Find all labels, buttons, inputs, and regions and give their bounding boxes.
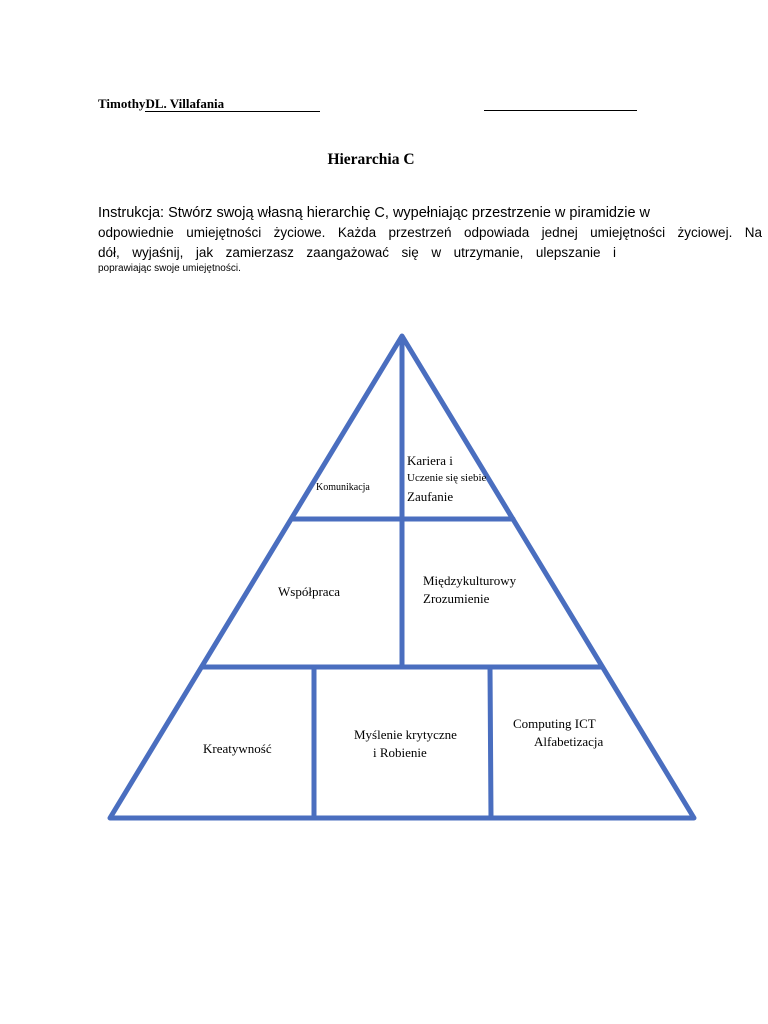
label-myslenie: Myślenie krytyczne [354, 727, 457, 742]
label-uczenie: Uczenie się siebie [407, 472, 487, 484]
label-wspolpraca: Współpraca [278, 584, 341, 599]
label-zaufanie: Zaufanie [407, 489, 454, 504]
label-zrozumienie: Zrozumienie [423, 591, 490, 606]
author-last-name: DL. Villafania [145, 97, 320, 112]
author-first-name: Timothy [98, 96, 146, 111]
instructions-line-1: Instrukcja: Stwórz swoją własną hierarchię C, wypełniając przestrzenie w piramidzie w [98, 205, 651, 221]
instructions-line-4: poprawiając swoje umiejętności. [98, 263, 241, 274]
label-alfabetizacja: Alfabetizacja [534, 734, 604, 749]
document-title-text: Hierarchia C [327, 151, 415, 168]
instructions-line-3: dół, wyjaśnij, jak zamierzasz zaangażować się w utrzymanie, ulepszanie i [98, 245, 616, 260]
pyramid-divider-vertical-bottom-right [490, 667, 491, 818]
label-kariera: Kariera i [407, 453, 453, 468]
label-komunikacja: Komunikacja [316, 482, 370, 493]
label-kreatywnosc: Kreatywność [203, 741, 272, 756]
label-computing: Computing ICT [513, 716, 596, 731]
label-miedzykulturowy: Międzykulturowy [423, 573, 517, 588]
label-robienie: i Robienie [373, 745, 427, 760]
instructions-line-2: odpowiednie umiejętności życiowe. Każda przestrzeń odpowiada jednej umiejętności życiowej. Na [98, 225, 762, 240]
